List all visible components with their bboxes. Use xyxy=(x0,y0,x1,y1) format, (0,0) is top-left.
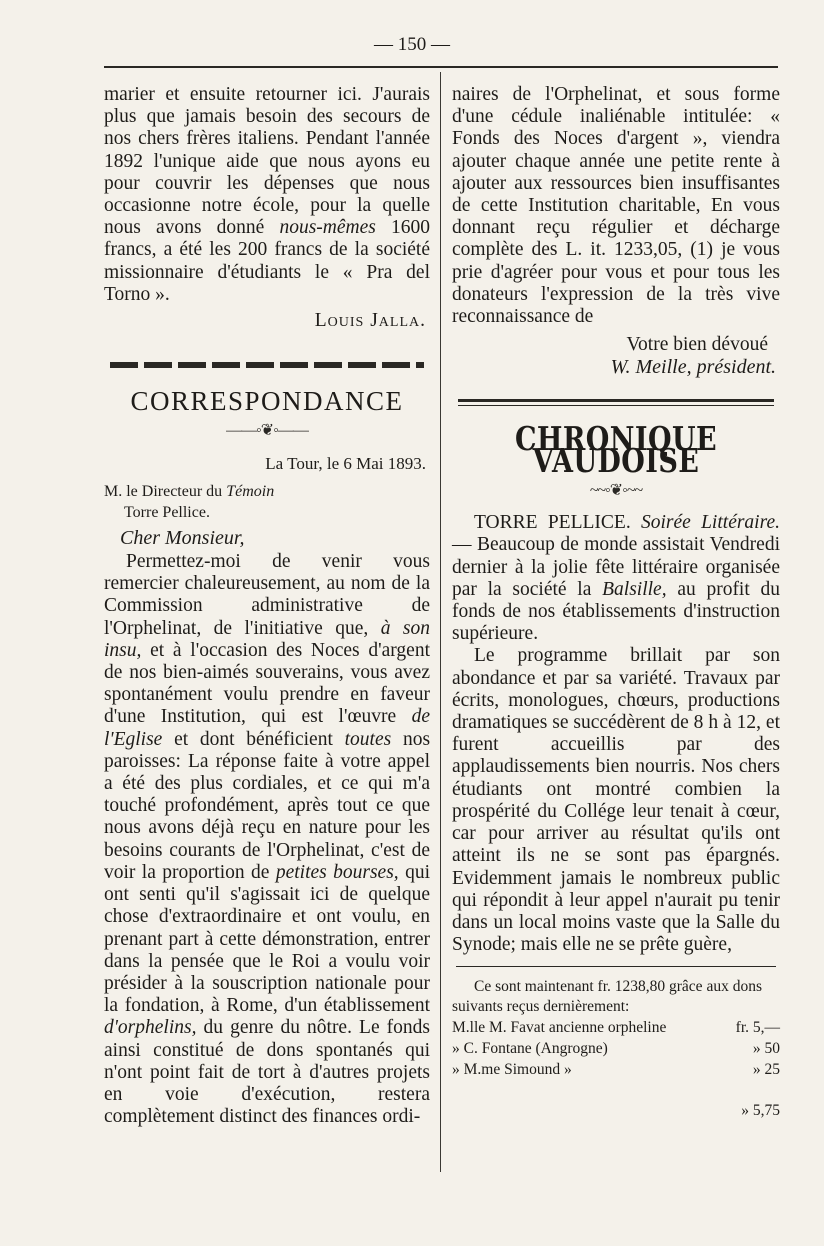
decorative-rule xyxy=(110,362,424,368)
intro-paragraph xyxy=(104,84,430,306)
letter-emphasis: petites bourses, xyxy=(275,861,399,883)
donation-row xyxy=(452,1017,780,1038)
chronique-text: au profit du fonds de nos établissements d'instruction supérieure. xyxy=(452,578,781,645)
letter-closing: Votre bien dévoué xyxy=(626,334,768,356)
chronique-emphasis: Balsille, xyxy=(602,578,667,600)
letter-address-line2: Torre Pellice. xyxy=(124,503,210,521)
header-rule xyxy=(104,66,778,68)
donation-amount: fr. 5,— xyxy=(735,1019,780,1037)
donation-amount: » 50 xyxy=(752,1040,780,1058)
donations-rule xyxy=(456,966,776,967)
intro-text-end: 1600 francs, a été les 200 francs de la société missionnaire d'étudiants le « Pra del Torno ». xyxy=(104,217,431,305)
donations-total: » 5,75 xyxy=(741,1102,780,1120)
section-title-chronique: CHRONIQUE VAUDOISE xyxy=(514,418,718,480)
letter-continuation: naires de l'Orphelinat, et sous forme d'une cédule inaliénable intitulée: « Fonds des Noces d'argent », viendra ajouter chaque année une petite rente à ajouter aux ressources bien insuffisantes de cette Institution charitable, En vous donnant reçu régulier et décharge complète des L. it. 1233,05, (1) je vous prie d'agréer pour vous et pour tous les donateurs l'expression de la très vive reconnaissance de xyxy=(452,84,780,328)
donation-row xyxy=(452,1038,780,1059)
left-column xyxy=(104,84,430,1128)
letter-address-line1 xyxy=(104,481,430,502)
donor-name: M.lle M. Favat ancienne orpheline xyxy=(452,1019,667,1037)
donation-amount: » 25 xyxy=(752,1061,780,1079)
donations-list xyxy=(452,1017,780,1080)
section-rule xyxy=(458,399,774,406)
letter-salutation: Cher Monsieur, xyxy=(120,526,245,549)
letter-date: La Tour, le 6 Mai 1893. xyxy=(265,453,426,473)
address-prefix: M. le Directeur du xyxy=(104,482,223,500)
donation-row xyxy=(452,1059,780,1080)
donor-name: » M.me Simound » xyxy=(452,1061,572,1079)
donations-intro: Ce sont maintenant fr. 1238,80 grâce aux dons suivants reçus dernièrement: xyxy=(452,978,762,1016)
donor-name: » C. Fontane (Angrogne) xyxy=(452,1040,608,1058)
letter-signature: W. Meille, président. xyxy=(610,356,776,379)
letter-text: nos paroisses: La réponse faite à votre appel a été des plus cordiales, et ce qui m'a touché profondément, après tout ce que nous avons déjà reçu en nature pour les besoins courants de l'Orphelinat, c'est de voir la proportion de xyxy=(104,728,431,883)
letter-emphasis: d'orphelins, xyxy=(104,1017,197,1039)
chronique-paragraph-1 xyxy=(452,512,780,645)
letter-text: et à l'occasion des Noces d'argent de nos bien-aimés souverains, vous avez spontanément voulu prendre en faveur d'une Institution, qui est l'œuvre xyxy=(104,639,430,728)
letter-text: qui ont senti qu'il s'agissait ici de quelque chose d'extraordinaire et ont voulu, en prenant part à cette démonstration, entrer dans la pensée que le Roi a voulu voir présider à la souscription nationale pour la fondation, à Rome, d'un établissement xyxy=(104,861,431,1017)
letter-body xyxy=(104,551,430,1128)
chronique-lead: TORRE PELLICE. xyxy=(474,512,631,534)
flourish-ornament: ~~◦❦◦~~ xyxy=(589,482,643,500)
section-title-correspondance: CORRESPONDANCE xyxy=(130,386,404,417)
column-divider xyxy=(440,72,441,1172)
letter-text: Permettez-moi de venir vous remercier chaleureusement, au nom de la Commission administrative de l'Orphelinat, de l'initiative que, xyxy=(104,551,430,639)
chronique-emphasis: Soirée Littéraire. xyxy=(641,512,780,534)
address-title: Témoin xyxy=(226,482,275,500)
letter-emphasis: de l'Eglise xyxy=(104,706,430,750)
page-number: — 150 — xyxy=(374,34,450,55)
letter-emphasis: à son insu, xyxy=(104,617,430,661)
intro-signature: Louis Jalla. xyxy=(314,310,426,332)
letter-text: du genre du nôtre. Le fonds ainsi constitué de dons spontanés qui n'ont point fait de tort à d'autres projets en voie d'exécution, restera complètement distinct des finances ordi- xyxy=(104,1017,430,1128)
intro-text: marier et ensuite retourner ici. J'aurais plus que jamais besoin des secours de nos chers frères italiens. Pendant l'année 1892 l'unique aide que nous ayons eu pour couvrir les dépenses que nous occasionne notre école, pour la quelle nous avons donné xyxy=(104,84,430,239)
chronique-paragraph-2: Le programme brillait par son abondance et par sa variété. Travaux par écrits, monologues, chœurs, productions dramatiques se succédèrent de 8 h à 12, et furent accueillis par des applaudissements bien nourris. Nos chers étudiants ont montré combien la prospérité du Collége leur tenait à cœur, car pour arriver au résultat qu'ils ont atteint ils ne se sont pas épargnés. Evidemment jamais le nombreux public qui répondit à leur appel n'aurait pu tenir dans un local moins vaste que la Salle du Synode; mais elle ne se prête guère, xyxy=(452,645,780,956)
intro-emphasis: nous-mêmes xyxy=(279,217,376,239)
flourish-ornament: ——◦❦◦—— xyxy=(226,422,308,440)
chronique-text: — Beaucoup de monde assistait Vendredi dernier à la jolie fête littéraire organisée par la société la xyxy=(452,534,780,600)
letter-emphasis: toutes xyxy=(344,728,392,750)
letter-text: et dont bénéficient xyxy=(174,728,333,750)
right-column xyxy=(452,84,780,1123)
